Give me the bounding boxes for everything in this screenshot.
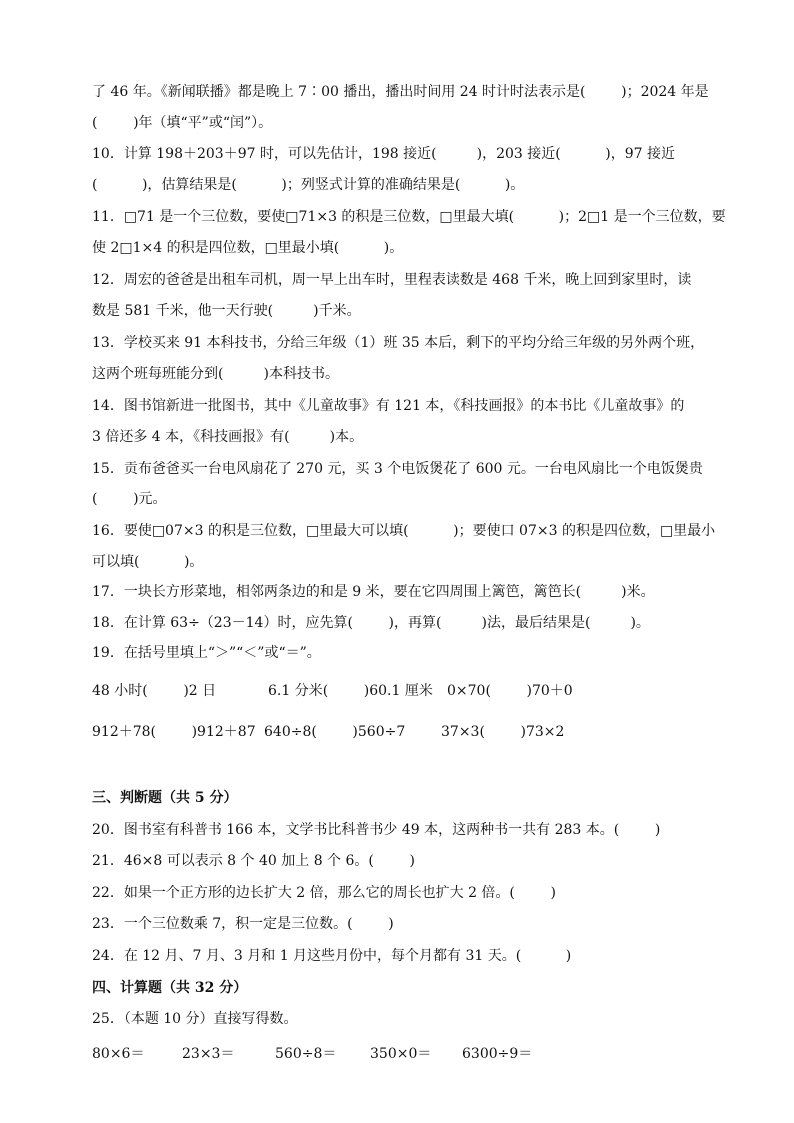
question-line: ( )年（填“平”或“闰”）。 — [92, 115, 273, 131]
true-false-item: 20．图书室有科普书 166 本，文学书比科普书少 49 本，这两种书一共有 283 本。( ) — [92, 822, 661, 838]
calc-item: 6300÷9＝ — [462, 1046, 533, 1062]
true-false-item: 24．在 12 月、7 月、3 月和 1 月这些月份中，每个月都有 31 天。( ) — [92, 948, 572, 964]
question-line: 数是 581 千米，他一天行驶( )千米。 — [92, 303, 361, 319]
comparison-item: 912＋78( )912＋87 — [92, 724, 256, 740]
question-25: 25．（本题 10 分）直接写得数。 — [92, 1011, 298, 1027]
question-line: 17．一块长方形菜地，相邻两条边的和是 9 米，要在它四周围上篱笆，篱笆长( )米。 — [92, 584, 655, 600]
section-3-title: 三、判断题（共 5 分） — [92, 790, 238, 806]
calc-item: 350×0＝ — [370, 1046, 432, 1062]
question-line: ( )元。 — [92, 491, 167, 507]
question-line: 14．图书馆新进一批图书，其中《儿童故事》有 121 本，《科技画报》的本书比《儿童故事》的 — [92, 398, 685, 414]
question-line: 3 倍还多 4 本，《科技画报》有( )本。 — [92, 429, 364, 445]
question-line: 18．在计算 63÷（23－14）时，应先算( )，再算( )法，最后结果是( )。 — [92, 615, 650, 631]
comparison-item: 0×70( )70＋0 — [447, 683, 573, 699]
question-line: 10．计算 198＋203＋97 时，可以先估计，198 接近( )，203 接近( )，97 接近 — [92, 146, 675, 162]
question-line: 11．□71 是一个三位数，要使□71×3 的积是三位数，□里最大填( )；2□1 是一个三位数，要 — [92, 209, 726, 225]
calc-item: 23×3＝ — [182, 1046, 235, 1062]
question-line: ( )，估算结果是( )；列竖式计算的准确结果是( )。 — [92, 177, 525, 193]
question-line: 16．要使□07×3 的积是三位数，□里最大可以填( )；要使口 07×3 的积是四位数，□里最小 — [92, 523, 716, 539]
true-false-item: 21．46×8 可以表示 8 个 40 加上 8 个 6。( ) — [92, 853, 415, 869]
question-line: 12．周宏的爸爸是出租车司机，周一早上出车时，里程表读数是 468 千米，晚上回到家里时，读 — [92, 272, 692, 288]
question-line: 19．在括号里填上“＞”“＜”或“＝”。 — [92, 645, 321, 661]
question-line: 使 2□1×4 的积是四位数，□里最小填( )。 — [92, 240, 404, 256]
comparison-item: 640÷8( )560÷7 — [264, 724, 406, 740]
question-line: 了 46 年。《新闻联播》都是晚上 7∶00 播出，播出时间用 24 时计时法表示是( )；2024 年是 — [92, 84, 709, 100]
question-line: 这两个班每班能分到( )本科技书。 — [92, 366, 339, 382]
true-false-item: 23．一个三位数乘 7，积一定是三位数。( ) — [92, 916, 394, 932]
question-line: 可以填( )。 — [92, 554, 204, 570]
true-false-item: 22．如果一个正方形的边长扩大 2 倍，那么它的周长也扩大 2 倍。( ) — [92, 885, 556, 901]
calc-item: 560÷8＝ — [275, 1046, 337, 1062]
comparison-item: 48 小时( )2 日 — [92, 683, 217, 699]
question-line: 13．学校买来 91 本科技书，分给三年级（1）班 35 本后，剩下的平均分给三年级的另外两个班， — [92, 335, 705, 351]
comparison-item: 37×3( )73×2 — [441, 724, 565, 740]
comparison-item: 6.1 分米( )60.1 厘米 — [268, 683, 433, 699]
question-line: 15．贡布爸爸买一台电风扇花了 270 元，买 3 个电饭煲花了 600 元。一台电风扇比一个电饭煲贵 — [92, 461, 703, 477]
section-4-title: 四、计算题（共 32 分） — [92, 980, 248, 996]
calc-item: 80×6＝ — [92, 1046, 145, 1062]
